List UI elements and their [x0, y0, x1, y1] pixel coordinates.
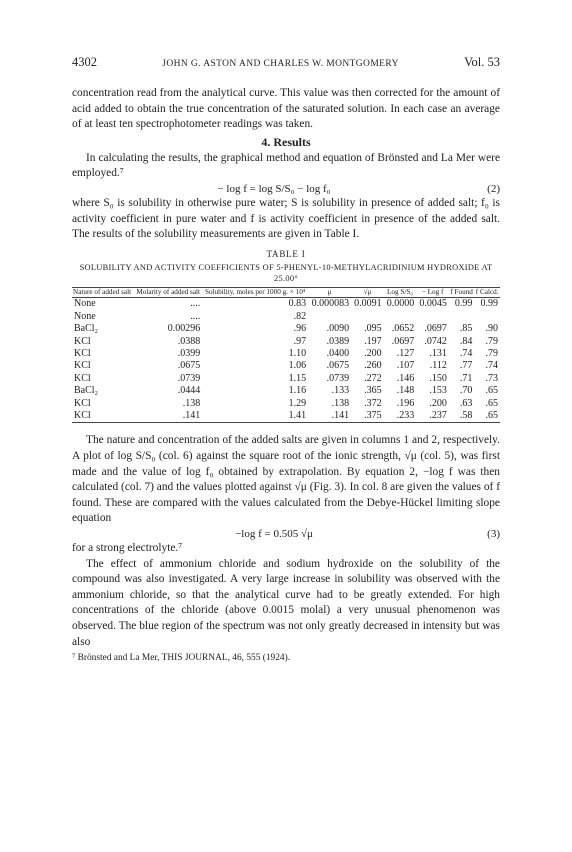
author-line: JOHN G. ASTON AND CHARLES W. MONTGOMERY: [162, 59, 399, 69]
table-cell: .0388: [177, 335, 201, 347]
table-cell: .141: [331, 410, 350, 421]
column-header: Log S/S₀: [387, 287, 413, 296]
column-header: − Log f: [421, 287, 444, 296]
table-cell: 1.41: [288, 410, 307, 421]
equation-number: (2): [487, 182, 500, 195]
table-cell: .65: [485, 385, 498, 397]
equation-3: [72, 528, 500, 540]
table-cell: [384, 311, 417, 323]
table-cell: 0.99: [454, 298, 473, 310]
table-cell: 0.0045: [419, 298, 447, 310]
table-cell: 1.15: [288, 372, 307, 384]
table-cell: None: [74, 298, 96, 310]
table-row: [72, 336, 500, 348]
table-cell: .138: [182, 397, 201, 409]
table-cell: ....: [190, 298, 201, 310]
paragraph-analytical-curve: concentration read from the analytical curve. This value was then corrected for the amount of acid added to obtain the true concentration of the saturated solution. In each case an average of at least ten spectrophotometer readings was taken.: [72, 87, 500, 131]
table-cell: .79: [485, 347, 498, 359]
column-header: f Found: [450, 287, 473, 296]
table-cell: ....: [190, 310, 201, 322]
table-cell: .65: [485, 397, 498, 409]
table-row: [72, 398, 500, 410]
table-cell: .148: [396, 385, 415, 397]
table-cell: [416, 311, 449, 323]
table-cell: .237: [429, 410, 447, 421]
table-cell: .0739: [326, 372, 350, 384]
table-row: [72, 410, 500, 423]
table-cell: .84: [459, 335, 473, 347]
table-cell: KCl: [74, 410, 91, 421]
table-cell: .375: [364, 410, 382, 421]
table-cell: .095: [364, 323, 382, 335]
table-cell: 0.000083: [311, 298, 350, 310]
paragraph-discussion: The nature and concentration of the added salts are given in columns 1 and 2, respectively. A plot of log S/S₀ (col. 6) against the square root of the ionic strength, √μ (col. 5), was first made and the value of log f₀ obtained by extrapolation. By equation 2, −log f was then calculated (col. 7) and the values plotted against √μ (Fig. 3). In col. 8 are given the values of f found. These are compared with the values calculated from the Debye-Hückel limiting slope equation: [72, 434, 500, 525]
table-cell: .107: [396, 360, 415, 372]
table-cell: .0389: [326, 335, 350, 347]
table-cell: .79: [485, 335, 498, 347]
table-cell: 1.06: [288, 360, 307, 372]
table-cell: KCl: [74, 335, 91, 347]
table-cell: .196: [396, 397, 415, 409]
table-cell: .141: [182, 410, 201, 421]
table-cell: .0675: [326, 360, 350, 372]
table-cell: .74: [459, 347, 473, 359]
table-cell: 0.00296: [167, 323, 201, 335]
table-cell: .70: [459, 385, 473, 397]
volume-label: Vol. 53: [464, 55, 500, 69]
table-cell: .197: [364, 335, 382, 347]
table-caption: TABLE I: [266, 248, 306, 259]
paragraph-definitions: where S₀ is solubility in otherwise pure water; S is solubility in presence of added salt; f₀ is activity coefficient in pure water and f is activity coefficient in presence of the added salt. The results of the solubility measurements are given in Table I.: [72, 196, 500, 241]
table-cell: .82: [293, 310, 307, 322]
table-cell: .96: [293, 323, 307, 335]
paragraph-results-intro: In calculating the results, the graphical method and equation of Brönsted and La Mer were employed.⁷: [72, 151, 500, 180]
table-cell: KCl: [74, 372, 91, 384]
table-cell: .74: [485, 360, 498, 372]
table-cell: BaCl₂: [74, 385, 99, 397]
page: [72, 55, 500, 663]
table-cell: 0.0091: [354, 298, 382, 310]
table-cell: .90: [485, 323, 498, 335]
table-cell: .112: [429, 360, 447, 372]
equation-body: − log f = log S/S₀ − log f₀: [217, 182, 331, 195]
table-cell: .71: [459, 372, 473, 384]
table-cell: .0742: [424, 335, 447, 347]
table-cell: BaCl₂: [74, 323, 99, 335]
column-header: Nature of added salt: [73, 287, 132, 296]
table-cell: .0090: [326, 323, 350, 335]
equation-body: −log f = 0.505 √μ: [235, 527, 313, 540]
table-cell: .0399: [177, 347, 201, 359]
table-cell: .0400: [326, 347, 350, 359]
table-cell: 0.0000: [386, 298, 415, 310]
table-row: [72, 311, 500, 323]
table-cell: [474, 311, 500, 323]
paragraph-ammonium-chloride: The effect of ammonium chloride and sodium hydroxide on the solubility of the compound was also investigated. A very large increase in solubility was observed with the ammonium chloride, so that the analytical curve had to be greatly extended. For high concentrations of the chloride (above 0.0015 molal) a very unusual phenomenon was observed. The blue region of the spectrum was not only greatly decreased in intensity but was also: [72, 557, 500, 648]
table-cell: .150: [429, 372, 447, 384]
table-row: [72, 385, 500, 397]
table-cell: .372: [364, 397, 382, 409]
table-row: [72, 373, 500, 385]
table-cell: .233: [396, 410, 415, 421]
table-cell: .272: [364, 372, 382, 384]
column-header: Molarity of added salt: [136, 287, 201, 296]
table-cell: .200: [364, 347, 382, 359]
equation-number: (3): [487, 527, 500, 540]
table-cell: .146: [396, 372, 415, 384]
table-cell: .58: [459, 410, 473, 421]
table-cell: .127: [396, 347, 415, 359]
table-cell: .0739: [177, 372, 201, 384]
column-header: μ: [327, 287, 332, 296]
table-row: [72, 323, 500, 335]
table-row: [72, 360, 500, 372]
table-cell: .65: [485, 410, 498, 421]
table-cell: KCl: [74, 397, 91, 409]
column-header: √μ: [363, 287, 372, 296]
table-cell: [449, 311, 474, 323]
table-cell: .131: [429, 347, 447, 359]
table-cell: .77: [459, 360, 473, 372]
table-cell: .0675: [177, 360, 201, 372]
table-cell: .200: [429, 397, 447, 409]
table-cell: .260: [364, 360, 382, 372]
table-cell: [308, 311, 351, 323]
table-cell: .365: [364, 385, 382, 397]
table-cell: KCl: [74, 360, 91, 372]
solubility-table: [72, 287, 500, 424]
table-row: [72, 298, 500, 311]
table-cell: None: [74, 310, 96, 322]
table-cell: 1.29: [288, 397, 307, 409]
table-cell: .0697: [391, 335, 415, 347]
table-cell: 1.16: [288, 385, 307, 397]
table-cell: .0697: [424, 323, 447, 335]
table-title: SOLUBILITY AND ACTIVITY COEFFICIENTS OF 5-PHENYL-10-METHYLACRIDINIUM HYDROXIDE AT 25.00°: [79, 262, 493, 283]
table-cell: 0.83: [288, 298, 307, 310]
table-cell: .97: [293, 335, 307, 347]
table-cell: .73: [485, 372, 498, 384]
table-cell: KCl: [74, 347, 91, 359]
table-cell: .138: [331, 397, 350, 409]
section-heading: 4. Results: [261, 134, 311, 149]
paragraph-strong-electrolyte: for a strong electrolyte.⁷: [72, 541, 183, 554]
table-cell: .85: [459, 323, 473, 335]
page-number: 4302: [72, 55, 97, 69]
table-cell: .0444: [177, 385, 201, 397]
running-header: [72, 55, 500, 70]
table-cell: [351, 311, 384, 323]
table-cell: 0.99: [480, 298, 498, 310]
table-cell: .153: [429, 385, 447, 397]
column-header: f Calcd.: [475, 287, 499, 296]
table-header-row: [72, 287, 500, 298]
table-cell: .133: [331, 385, 350, 397]
equation-2: [72, 183, 500, 195]
table-cell: .63: [459, 397, 473, 409]
table-row: [72, 348, 500, 360]
footnote: ⁷ Brönsted and La Mer, THIS JOURNAL, 46, 555 (1924).: [72, 653, 291, 664]
table-cell: 1.10: [288, 347, 307, 359]
column-header: Solubility, moles per 1000 g. × 10⁴: [204, 287, 306, 296]
table-cell: .0652: [391, 323, 415, 335]
